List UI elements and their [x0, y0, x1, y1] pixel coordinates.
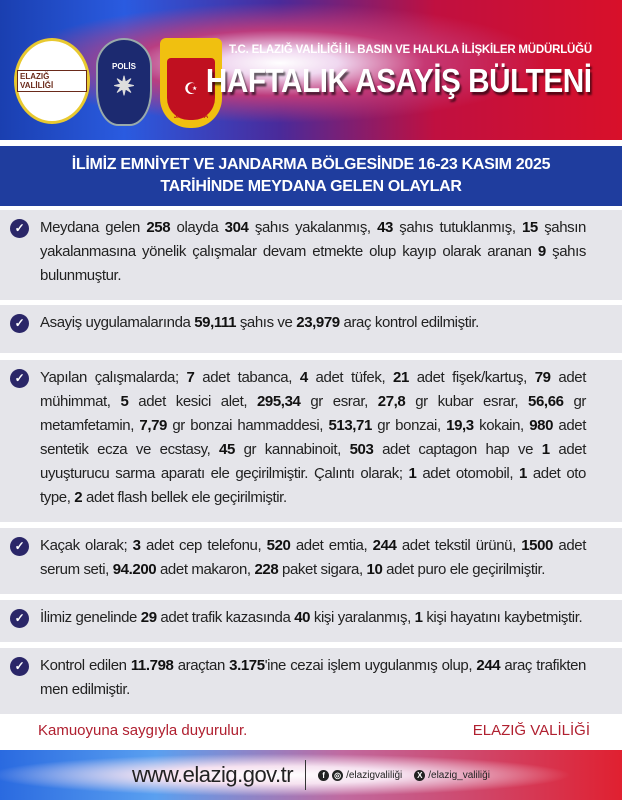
bold-number: 94.200: [112, 561, 157, 578]
item-text: Yapılan çalışmalarda;: [40, 369, 187, 386]
instagram-icon: ◎: [332, 770, 343, 781]
bold-number: 1: [408, 465, 417, 482]
check-circle-icon: ✓: [10, 657, 29, 676]
item-text: gr esrar,: [300, 393, 378, 410]
bold-number: 258: [146, 219, 171, 236]
item-text: adet captagon hap ve: [373, 441, 542, 458]
bold-number: 43: [377, 219, 393, 236]
closing-text: Kamuoyuna saygıyla duyurulur.: [38, 722, 248, 739]
item-text: adet puro ele geçirilmiştir.: [382, 561, 546, 578]
item-text: adet cep telefonu,: [140, 537, 267, 554]
item-text: adet tabanca,: [194, 369, 300, 386]
item-text: kokain,: [473, 417, 530, 434]
bold-number: 59,111: [194, 314, 237, 331]
bold-number: 56,66: [528, 393, 564, 410]
check-circle-icon: ✓: [10, 609, 29, 628]
bulletin-item: [0, 360, 622, 522]
bold-number: 29: [140, 609, 157, 626]
item-text: gr kannabinoit,: [234, 441, 350, 458]
bold-number: 295,34: [256, 393, 301, 410]
bold-number: 7: [186, 369, 195, 386]
item-text: şahıs tutuklanmış,: [392, 219, 522, 236]
item-text: adet tüfek,: [307, 369, 394, 386]
bold-number: 1: [414, 609, 423, 626]
bold-number: 2: [74, 489, 83, 506]
bold-number: 40: [294, 609, 311, 626]
check-circle-icon: ✓: [10, 219, 29, 238]
bold-number: 4: [299, 369, 308, 386]
item-text: araç kontrol edilmiştir.: [339, 314, 479, 331]
check-circle-icon: ✓: [10, 369, 29, 388]
item-text: şahıs yakalanmış,: [248, 219, 378, 236]
item-text: şahıs ve: [236, 314, 297, 331]
banner-line-2: TARİHİNDE MEYDANA GELEN OLAYLAR: [160, 178, 462, 195]
item-text: Kontrol edilen: [40, 657, 131, 674]
item-text: adet makaron,: [156, 561, 255, 578]
item-text: araçtan: [173, 657, 230, 674]
polis-logo-text: POLİS: [111, 62, 136, 71]
footer: [0, 750, 622, 800]
bold-number: 23,979: [296, 314, 340, 331]
item-text: adet sentetik ecza ve ecstasy,: [40, 417, 586, 458]
bold-number: 15: [521, 219, 538, 236]
star-icon: ✷: [113, 71, 135, 101]
bold-number: 9: [537, 243, 546, 260]
x-handle: /elazig_valiliği: [428, 769, 490, 781]
item-text: İlimiz genelinde: [40, 609, 141, 626]
bold-number: 244: [372, 537, 397, 554]
signature: ELAZIĞ VALİLİĞİ: [472, 722, 590, 739]
bold-number: 513,71: [328, 417, 372, 434]
page-title: HAFTALIK ASAYİŞ BÜLTENİ: [206, 62, 592, 99]
bold-number: 304: [224, 219, 249, 236]
item-text: adet oto type,: [40, 465, 586, 506]
bold-number: 79: [534, 369, 551, 386]
item-text: şahıs bulunmuştur.: [40, 243, 586, 284]
item-text: adet kesici alet,: [128, 393, 257, 410]
valilik-logo: [14, 38, 90, 124]
divider: [305, 760, 306, 790]
item-text: adet mühimmat,: [40, 369, 586, 410]
bold-number: 1500: [521, 537, 554, 554]
jandarma-logo-text: JANDARMA: [173, 114, 209, 120]
banner-line-1: İLİMİZ EMNİYET VE JANDARMA BÖLGESİNDE 16-23 KASIM 2025: [71, 156, 551, 173]
item-text: Asayiş uygulamalarında: [40, 314, 195, 331]
bold-number: 19,3: [446, 417, 474, 434]
item-text: kişi hayatını kaybetmiştir.: [422, 609, 583, 626]
website-link[interactable]: www.elazig.gov.tr: [132, 762, 294, 787]
bold-number: 27,8: [377, 393, 406, 410]
bold-number: 45: [219, 441, 235, 458]
item-text: gr metamfetamin,: [40, 393, 587, 434]
header: [0, 0, 622, 140]
header-subtitle: T.C. ELAZIĞ VALİLİĞİ İL BASIN VE HALKLA İLİŞKİLER MÜDÜRLÜĞÜ: [228, 44, 592, 56]
item-text: adet emtia,: [290, 537, 373, 554]
polis-logo: [96, 38, 152, 126]
item-text: kişi yaralanmış,: [310, 609, 415, 626]
item-text: gr bonzai,: [371, 417, 447, 434]
item-text: olayda: [170, 219, 225, 236]
x-icon: X: [414, 770, 425, 781]
bold-number: 3: [132, 537, 141, 554]
social-facebook-instagram[interactable]: [318, 770, 402, 781]
bold-number: 21: [393, 369, 409, 386]
bulletin-item: [0, 210, 622, 300]
bulletin-item: [0, 528, 622, 594]
valilik-logo-text: ELAZIĞ VALİLİĞİ: [17, 70, 87, 92]
item-text: adet otomobil,: [416, 465, 519, 482]
item-text: gr bonzai hammaddesi,: [166, 417, 329, 434]
bold-number: 503: [349, 441, 374, 458]
item-text: adet tekstil ürünü,: [396, 537, 522, 554]
bulletin-item: [0, 305, 622, 353]
item-text: adet fişek/kartuş,: [408, 369, 535, 386]
bold-number: 5: [120, 393, 129, 410]
bulletin-item: [0, 648, 622, 714]
social-handle: /elazigvaliliği: [346, 769, 403, 781]
crescent-star-icon: ☪: [167, 58, 215, 120]
item-text: 'ine cezai işlem uygulanmış olup,: [264, 657, 477, 674]
item-text: paket sigara,: [278, 561, 367, 578]
bold-number: 228: [254, 561, 279, 578]
bold-number: 10: [366, 561, 383, 578]
item-text: araç trafikten men edilmiştir.: [40, 657, 586, 698]
item-text: adet uyuşturucu sarma aparatı ele geçirilmiştir. Çalıntı olarak;: [40, 441, 586, 482]
bold-number: 7,79: [139, 417, 167, 434]
item-text: adet serum seti,: [40, 537, 586, 578]
item-text: şahsın yakalanmasına yönelik çalışmalar devam etmekte olup kayıp olarak aranan: [40, 219, 586, 260]
bold-number: 244: [476, 657, 501, 674]
check-circle-icon: ✓: [10, 314, 29, 333]
facebook-icon: f: [318, 770, 329, 781]
item-text: gr kubar esrar,: [405, 393, 529, 410]
bold-number: 3.175: [229, 657, 265, 674]
bold-number: 520: [266, 537, 291, 554]
bulletin-item: [0, 600, 622, 642]
bold-number: 980: [529, 417, 554, 434]
item-text: adet flash bellek ele geçirilmiştir.: [82, 489, 287, 506]
item-text: Meydana gelen: [40, 219, 147, 236]
bold-number: 1: [541, 441, 550, 458]
item-text: adet trafik kazasında: [156, 609, 295, 626]
check-circle-icon: ✓: [10, 537, 29, 556]
date-banner: [0, 146, 622, 206]
item-text: Kaçak olarak;: [40, 537, 133, 554]
bold-number: 11.798: [130, 657, 174, 674]
social-x[interactable]: [414, 770, 490, 781]
bold-number: 1: [519, 465, 527, 482]
